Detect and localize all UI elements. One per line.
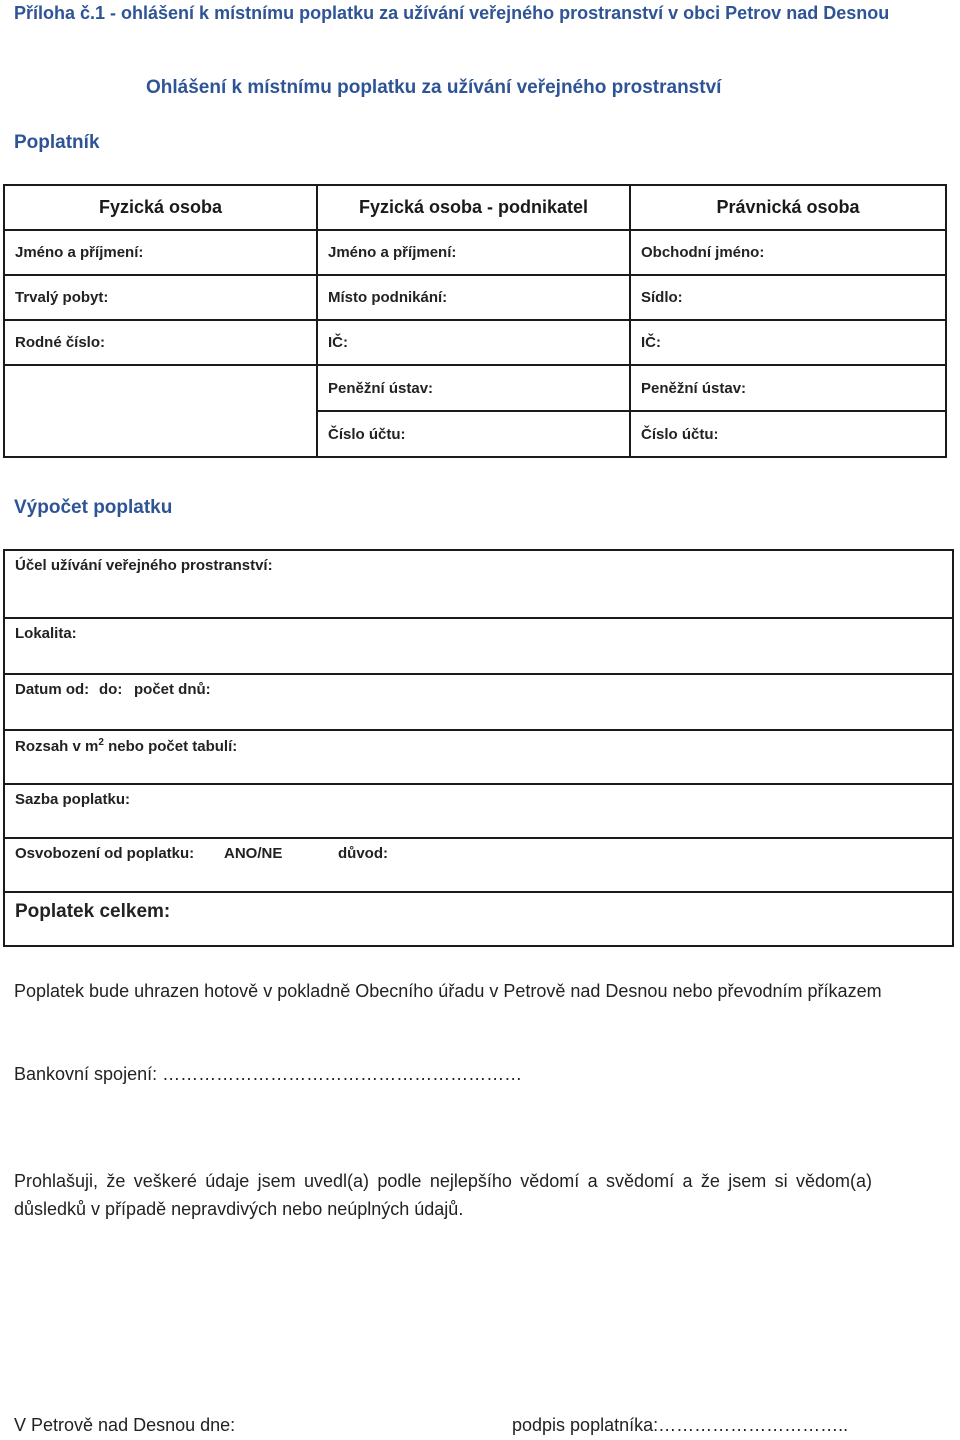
table-row	[4, 275, 946, 320]
date-from-field[interactable]: Datum od:	[15, 681, 90, 698]
ic-field[interactable]: IČ:	[630, 320, 946, 365]
name-field[interactable]: Jméno a příjmení:	[317, 230, 630, 275]
table-row	[4, 320, 946, 365]
payment-instructions: Poplatek bude uhrazen hotově v pokladně Obecního úřadu v Petrově nad Desnou nebo převodním příkazem	[14, 981, 882, 1001]
signature-field[interactable]: podpis poplatníka:…………………………..	[512, 1415, 849, 1435]
residence-field[interactable]: Trvalý pobyt:	[4, 275, 317, 320]
exemption-field[interactable]: Osvobození od poplatku:	[15, 845, 195, 862]
account-number-field[interactable]: Číslo účtu:	[630, 411, 946, 457]
payer-table-header	[4, 185, 946, 230]
ic-field[interactable]: IČ:	[317, 320, 630, 365]
dates-row	[5, 673, 952, 729]
table-row	[4, 230, 946, 275]
rate-row	[5, 783, 952, 837]
declaration-text: Prohlašuji, že veškeré údaje jsem uvedl(a) podle nejlepšího vědomí a svědomí a že jsem si vědom(a) důsledků v případě nepravdivých nebo neúplných údajů.	[14, 1171, 872, 1219]
column-natural-person: Fyzická osoba	[4, 185, 317, 230]
extent-label: Rozsah v m	[15, 738, 99, 755]
column-legal-entity: Právnická osoba	[630, 185, 946, 230]
payer-section-title: Poplatník	[14, 132, 100, 153]
extent-label-suffix: nebo počet tabulí:	[103, 738, 238, 755]
place-date-field[interactable]: V Petrově nad Desnou dne:	[14, 1415, 236, 1435]
extent-field[interactable]	[15, 737, 237, 755]
bank-field[interactable]: Peněžní ústav:	[317, 365, 630, 411]
birth-number-field[interactable]: Rodné číslo:	[4, 320, 317, 365]
date-to-field[interactable]: do:	[99, 681, 123, 698]
bank-connection: Bankovní spojení: ……………………………………………………	[14, 1064, 523, 1084]
exemption-options[interactable]: ANO/NE	[224, 845, 283, 862]
seat-field[interactable]: Sídlo:	[630, 275, 946, 320]
payer-table	[3, 184, 947, 458]
days-count-field[interactable]: počet dnů:	[134, 681, 211, 698]
name-field[interactable]: Jméno a příjmení:	[4, 230, 317, 275]
square-superscript: 2	[98, 737, 104, 748]
total-fee-field[interactable]: Poplatek celkem:	[15, 901, 171, 922]
total-row	[5, 891, 952, 947]
exemption-row	[5, 837, 952, 891]
table-row	[4, 365, 946, 411]
column-self-employed: Fyzická osoba - podnikatel	[317, 185, 630, 230]
attachment-header: Příloha č.1 - ohlášení k místnímu poplatku za užívání veřejného prostranství v obci Petrov nad Desnou	[14, 3, 890, 23]
fee-calculation-box	[3, 549, 954, 947]
bank-field[interactable]: Peněžní ústav:	[630, 365, 946, 411]
empty-cell	[4, 365, 317, 457]
location-row	[5, 617, 952, 673]
rate-field[interactable]: Sazba poplatku:	[15, 791, 131, 808]
exemption-reason-field[interactable]: důvod:	[338, 845, 388, 862]
purpose-field[interactable]: Účel užívání veřejného prostranství:	[15, 557, 273, 574]
calc-section-title: Výpočet poplatku	[14, 497, 173, 518]
location-field[interactable]: Lokalita:	[15, 625, 77, 642]
business-name-field[interactable]: Obchodní jméno:	[630, 230, 946, 275]
business-place-field[interactable]: Místo podnikání:	[317, 275, 630, 320]
account-number-field[interactable]: Číslo účtu:	[317, 411, 630, 457]
form-title: Ohlášení k místnímu poplatku za užívání veřejného prostranství	[146, 77, 722, 98]
extent-row	[5, 729, 952, 783]
